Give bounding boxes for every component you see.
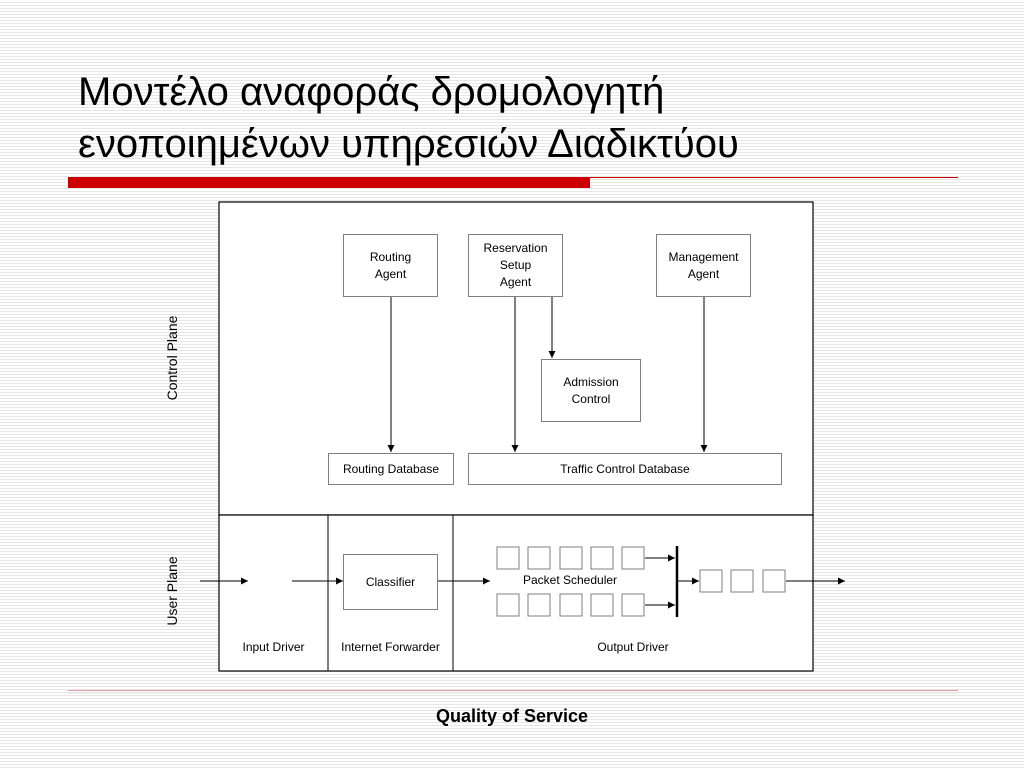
classifier-box — [343, 554, 438, 610]
slide-title-line-1: Μοντέλο αναφοράς δρομολογητή — [78, 70, 665, 114]
admission-control-label: Admission Control — [563, 374, 619, 406]
traffic-control-database-label: Traffic Control Database — [560, 461, 690, 476]
management-agent-box — [656, 234, 751, 297]
routing-agent-box — [343, 234, 438, 297]
admission-control-box — [541, 359, 641, 422]
output-queue — [700, 570, 785, 592]
slide-title-line-2: ενοποιημένων υπηρεσιών Διαδικτύου — [78, 122, 739, 166]
input-driver-label: Input Driver — [242, 640, 305, 654]
user-plane-label: User Plane — [164, 556, 180, 626]
lower-queue — [497, 594, 644, 616]
upper-queue — [497, 547, 644, 569]
routing-database-label: Routing Database — [342, 461, 440, 476]
routing-database-box — [328, 453, 454, 485]
traffic-control-database-box — [468, 453, 782, 485]
packet-scheduler-label: Packet Scheduler — [522, 573, 618, 587]
routing-agent-label: Routing Agent — [369, 249, 412, 281]
footer-rule-light — [68, 693, 958, 694]
reservation-setup-agent-box — [468, 234, 563, 297]
control-plane-label: Control Plane — [164, 315, 180, 401]
footer-text: Quality of Service — [435, 706, 589, 726]
reservation-setup-agent-label: Reservation Setup Agent — [483, 241, 548, 289]
footer-rule — [68, 690, 958, 691]
output-driver-label: Output Driver — [597, 640, 669, 654]
management-agent-label: Management Agent — [668, 249, 739, 281]
internet-forwarder-label: Internet Forwarder — [341, 640, 440, 654]
classifier-label: Classifier — [365, 574, 416, 589]
